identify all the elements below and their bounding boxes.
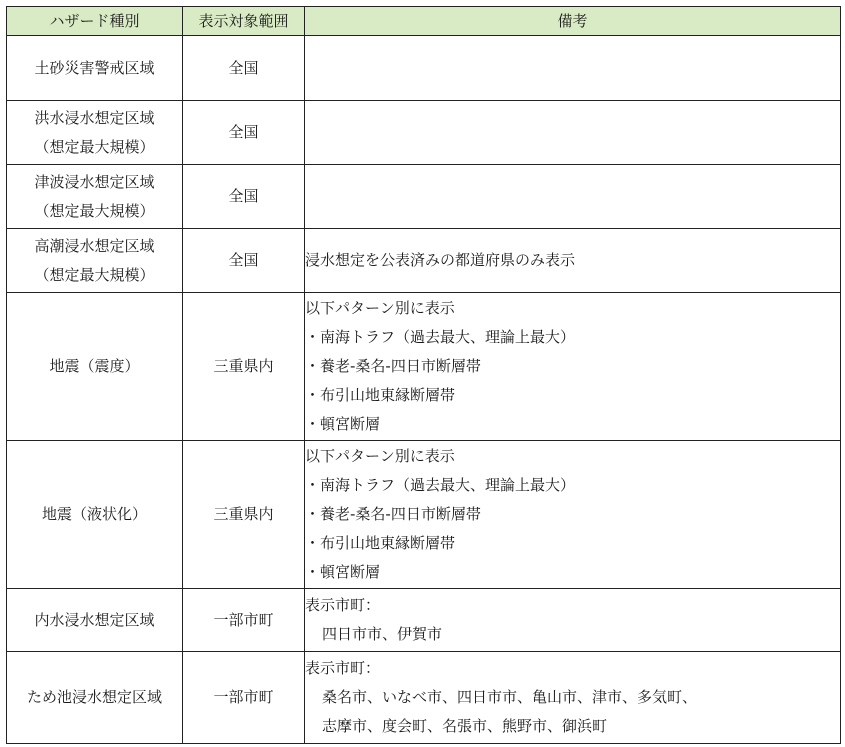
note-cell	[305, 652, 841, 744]
hazard-type-cell	[7, 165, 183, 229]
note-line: ・養老-桑名-四日市断層帯	[305, 505, 481, 523]
note-cell	[305, 293, 841, 441]
note-line: 表示市町：	[305, 659, 381, 677]
table-row	[7, 101, 841, 165]
note-line: 浸水想定を公表済みの都道府県のみ表示	[305, 251, 576, 269]
table-row	[7, 36, 841, 101]
scope-cell: 一部市町	[183, 589, 305, 652]
hazard-type-subtext: （想定最大規模）	[34, 137, 155, 156]
note-line: ・頓宮断層	[305, 563, 381, 581]
note-line: 志摩市、度会町、名張市、熊野市、御浜町	[322, 717, 608, 735]
scope-cell: 全国	[183, 165, 305, 229]
table-row	[7, 441, 841, 589]
scope-cell: 全国	[183, 36, 305, 101]
note-cell	[305, 229, 841, 293]
hazard-type-text: ため池浸水想定区域	[26, 688, 162, 706]
hazard-type-subtext: （想定最大規模）	[34, 265, 155, 284]
scope-cell: 三重県内	[183, 441, 305, 589]
hazard-type-text: 地震（液状化）	[41, 505, 147, 523]
note-line: ・南海トラフ（過去最大、理論上最大）	[305, 476, 576, 494]
note-line: 以下パターン別に表示	[305, 299, 455, 317]
table-row	[7, 652, 841, 744]
header-display-scope: 表示対象範囲	[183, 7, 305, 36]
hazard-type-text: 地震（震度）	[49, 357, 140, 375]
hazard-type-cell	[7, 229, 183, 293]
header-hazard-type: ハザード種別	[7, 7, 183, 36]
header-row	[7, 7, 841, 36]
hazard-type-text: 土砂災害警戒区域	[34, 58, 155, 77]
note-cell	[305, 441, 841, 589]
hazard-type-text: 洪水浸水想定区域	[34, 108, 155, 127]
hazard-type-cell	[7, 36, 183, 101]
hazard-type-text: 高潮浸水想定区域	[34, 236, 155, 255]
note-line: ・養老-桑名-四日市断層帯	[305, 357, 481, 375]
note-cell	[305, 101, 841, 165]
scope-cell: 全国	[183, 101, 305, 165]
table-row	[7, 165, 841, 229]
note-cell	[305, 165, 841, 229]
note-line: ・頓宮断層	[305, 415, 381, 433]
hazard-type-subtext: （想定最大規模）	[34, 201, 155, 220]
hazard-type-cell	[7, 101, 183, 165]
note-line: ・南海トラフ（過去最大、理論上最大）	[305, 328, 576, 346]
header-notes: 備考	[305, 7, 841, 36]
hazard-type-text: 内水浸水想定区域	[34, 610, 155, 629]
table-row	[7, 293, 841, 441]
note-line: 表示市町：	[305, 596, 381, 614]
note-cell	[305, 589, 841, 652]
hazard-type-cell	[7, 441, 183, 589]
scope-cell: 全国	[183, 229, 305, 293]
note-line: 桑名市、いなべ市、四日市市、亀山市、津市、多気町、	[322, 688, 698, 706]
table-row	[7, 229, 841, 293]
hazard-type-text: 津波浸水想定区域	[34, 172, 155, 191]
hazard-type-cell	[7, 293, 183, 441]
scope-cell: 三重県内	[183, 293, 305, 441]
note-line: 四日市市、伊賀市	[322, 625, 443, 643]
hazard-type-cell	[7, 652, 183, 744]
hazard-table	[6, 6, 841, 744]
scope-cell: 一部市町	[183, 652, 305, 744]
note-line: ・布引山地東縁断層帯	[305, 386, 456, 404]
note-line: 以下パターン別に表示	[305, 447, 455, 465]
table-row	[7, 589, 841, 652]
hazard-type-cell	[7, 589, 183, 652]
note-cell	[305, 36, 841, 101]
note-line: ・布引山地東縁断層帯	[305, 534, 456, 552]
